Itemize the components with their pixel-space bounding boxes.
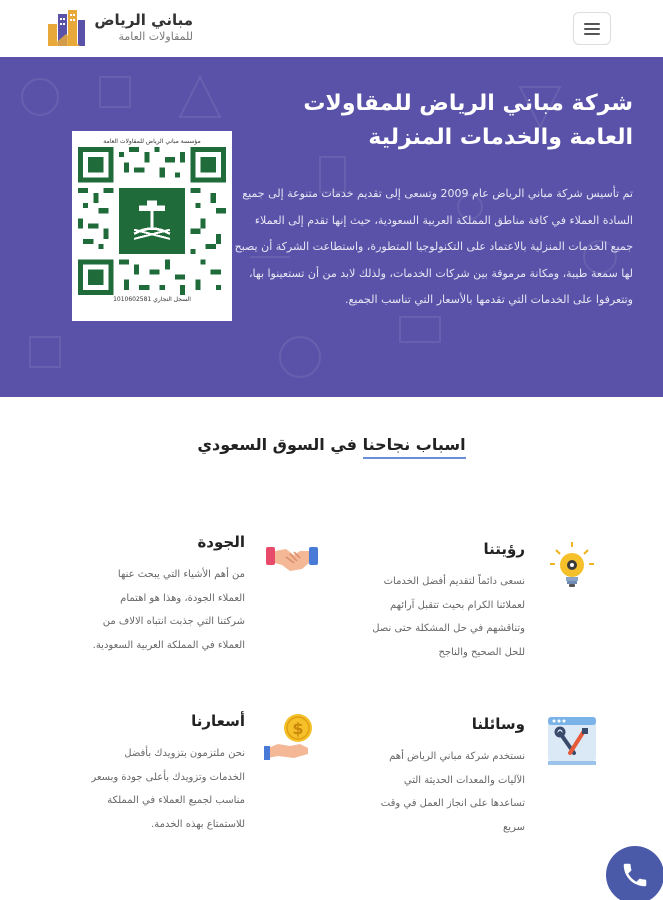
feature-prices-text: نحن ملتزمون بتزويدك بأفضل الخدمات وتزويدك بأعلى جودة وبسعر مناسب لجميع العملاء في المملكة للاستمتاع بهذه الخدمة. [91,748,245,830]
qr-code [78,147,226,295]
building-logo-icon [44,6,88,50]
feature-quality-title: الجودة [197,533,245,551]
feature-tools-title: وسائلنا [471,715,525,733]
feature-tools [300,715,600,855]
hamburger-menu-icon [584,23,600,35]
logo-text [94,11,193,45]
feature-quality [20,533,320,673]
qr-footer-text: السجل التجاري 1010602581 [113,296,191,303]
qr-header-text: مؤسسة مباني الرياض للمقاولات العامة [103,138,201,145]
site-logo[interactable] [44,6,193,50]
lightbulb-icon [544,540,600,592]
phone-icon [620,860,650,890]
site-header [0,0,663,57]
feature-prices-title: أسعارنا [191,712,245,730]
logo-title: مباني الرياض [94,11,193,29]
feature-prices [20,712,320,852]
commercial-register-qr-card [72,131,232,321]
svg-text:$: $ [292,719,304,738]
feature-tools-text: نستخدم شركة مباني الرياض أهم الآليات والمعدات الحديثة التي تساعدها على انجاز العمل في وقت سريع [380,751,525,833]
tools-icon [544,715,600,767]
logo-subtitle: للمقاولات العامة [118,30,193,43]
section-title-highlight: اسباب نجاحنا [363,435,466,459]
feature-vision [300,540,600,680]
section-title-rest: في السوق السعودي [197,435,363,454]
dollar-coin-icon [264,712,320,764]
call-button[interactable] [606,846,663,900]
hero-paragraph: تم تأسيس شركة مباني الرياض عام 2009 وتسعى إلى تقديم خدمات متنوعة إلى جميع السادة العملاء في كافة مناطق المملكة العربية السعودية، حيث إنها تقدم إلى العملاء جميع الخدمات المنزلية بالاعتماد على التكنولوجيا المتطورة، واستطاعت الشركة أن يصبح لها سمعة طيبة، ومكانة مرموقة بين شركات الخدمات، ولذلك لابد من أن تستعينوا بها، وتتعرفوا على الخدمات التي تقدمها بالأسعار التي تناسب الجميع. [234,187,633,306]
hero-title: شركة مباني الرياض للمقاولات العامة والخدمات المنزلية [303,91,633,150]
hero-section [0,57,663,397]
feature-quality-text: من أهم الأشياء التي يبحث عنها العملاء الجودة، وهذا هو اهتمام شركتنا التي جذبت انتباه الالاف من العملاء في المملكة العربية السعودية. [92,569,245,651]
section-title [0,435,663,454]
handshake-icon [264,533,320,585]
menu-toggle-button[interactable] [573,12,611,45]
feature-vision-title: رؤيتنا [483,540,525,558]
feature-vision-text: نسعى دائماً لتقديم أفضل الخدمات لعملائنا الكرام بحيث تتقبل آرائهم وتناقشهم في حل المشكلة حتى نصل للحل الصحيح والناجح [372,576,525,658]
